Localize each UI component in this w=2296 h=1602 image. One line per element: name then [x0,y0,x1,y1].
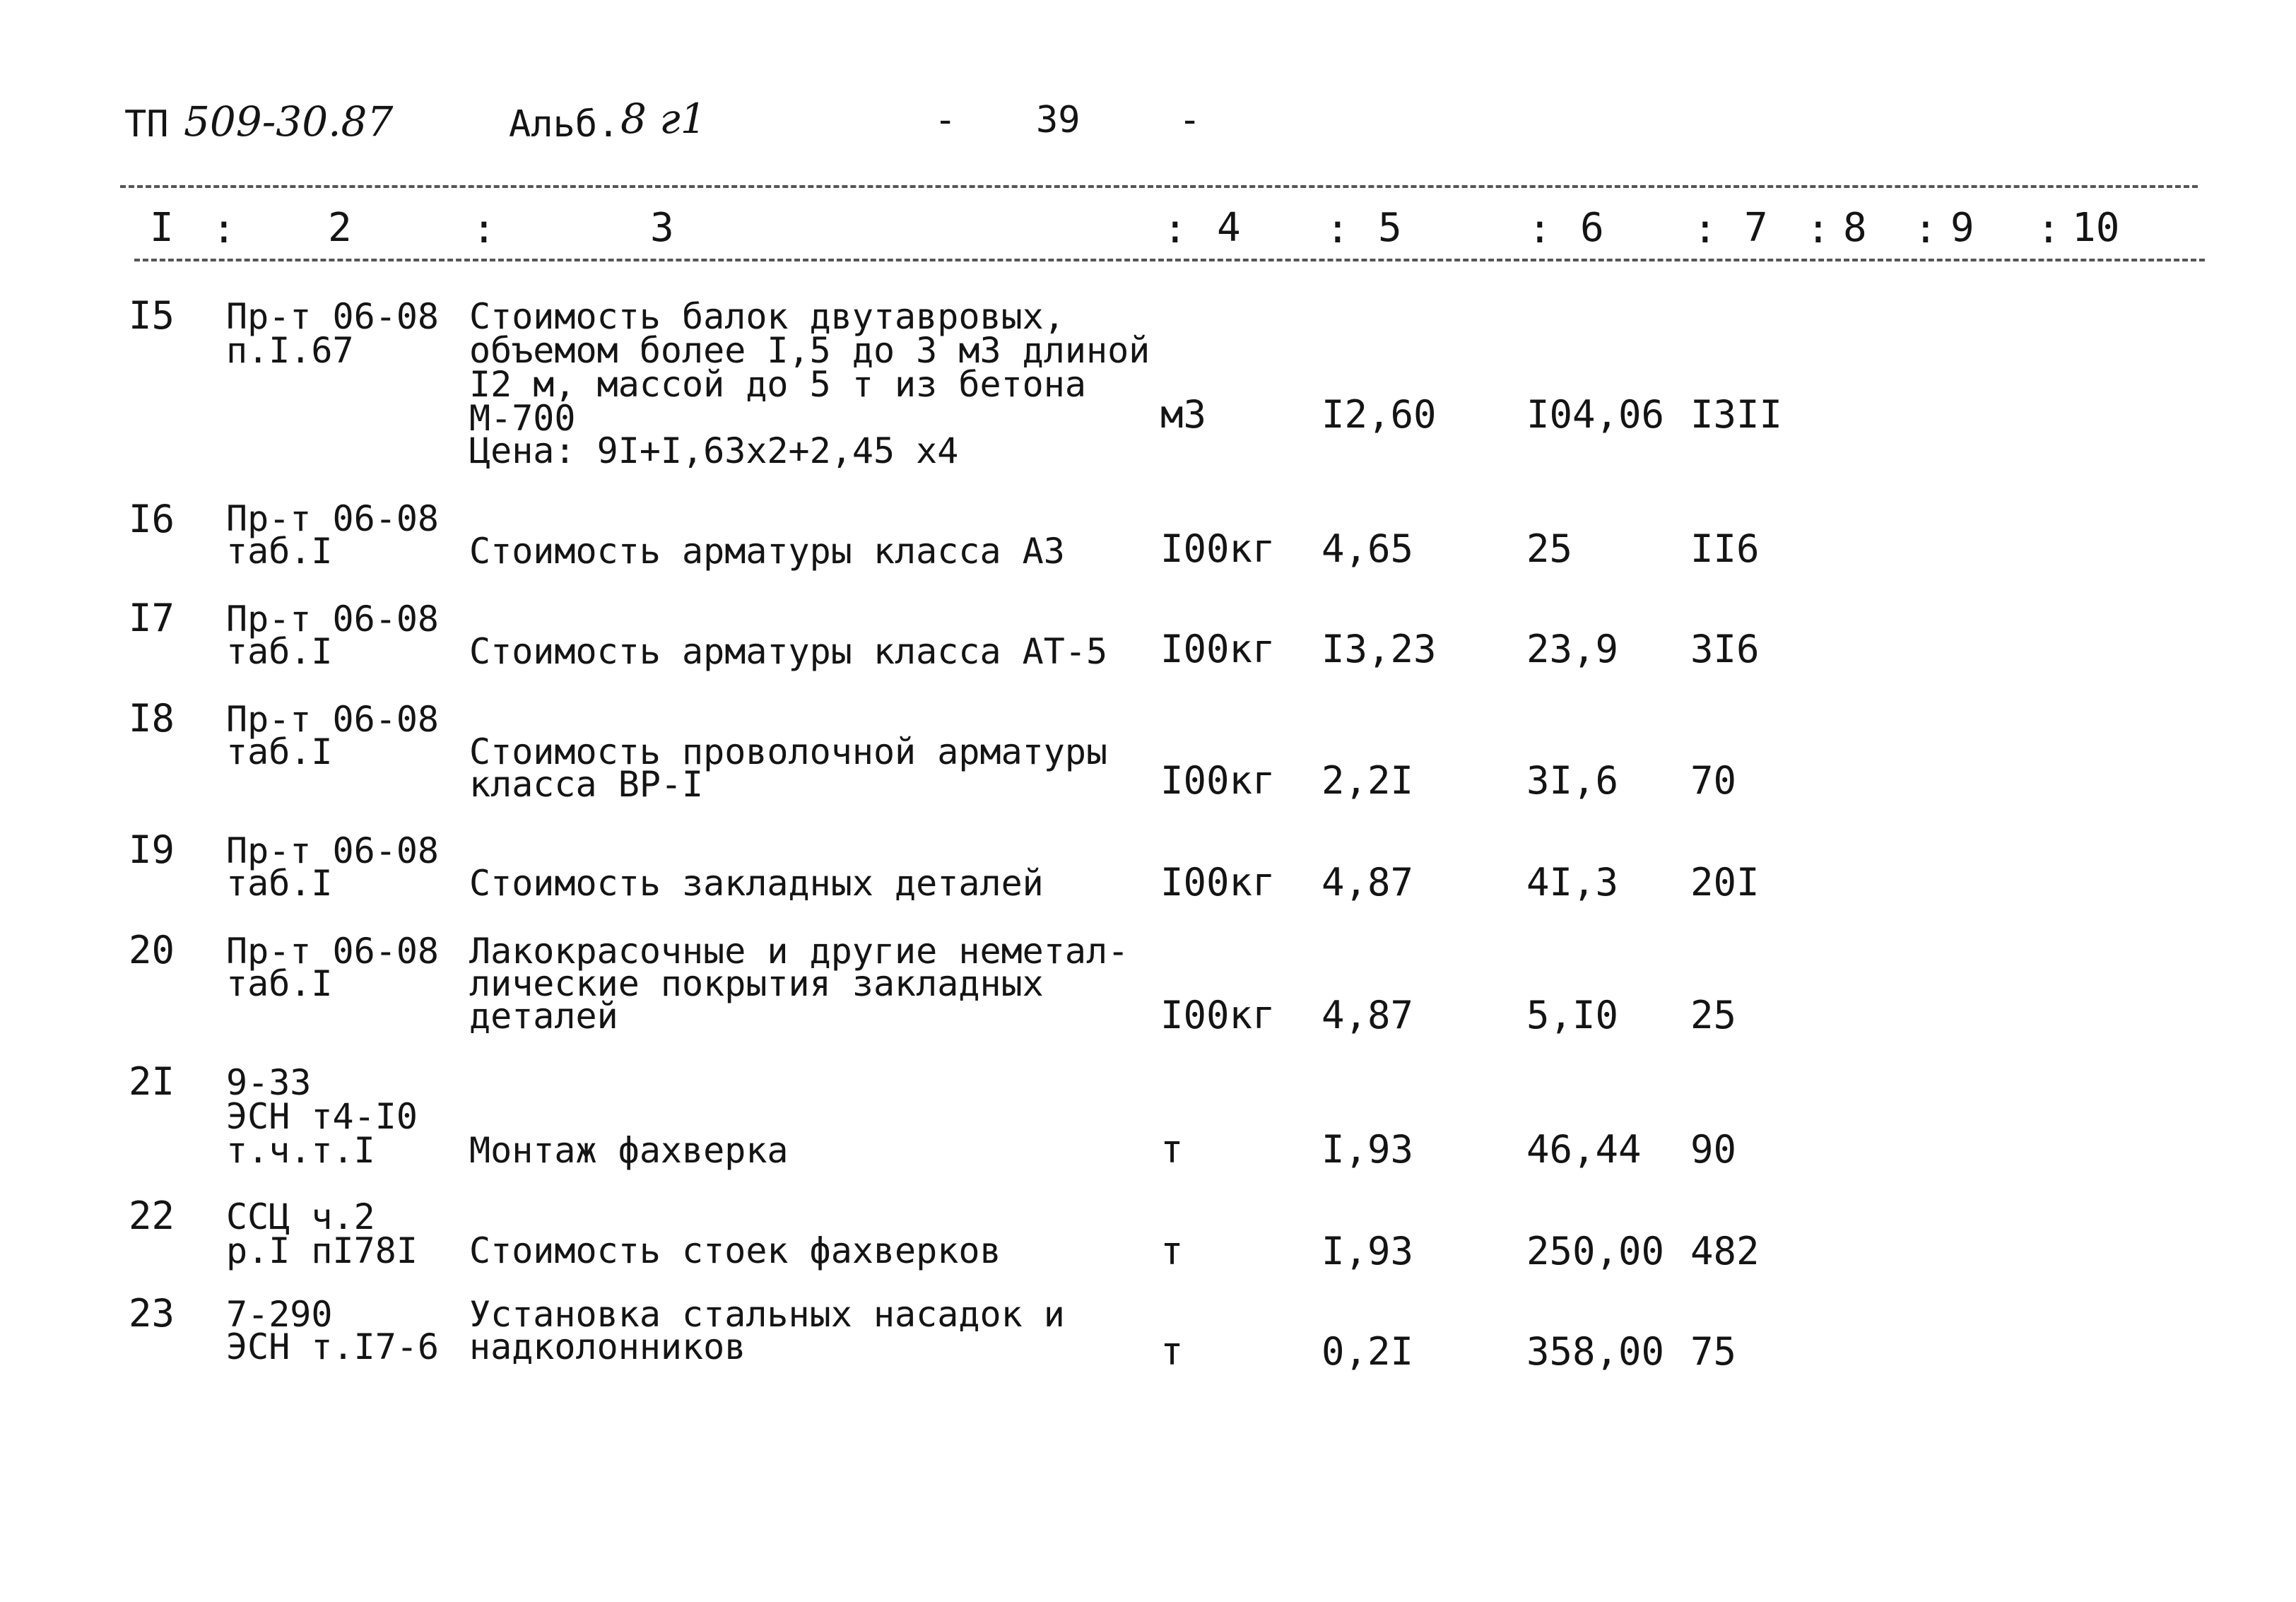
column-separator: : [1163,206,1187,252]
description: Цена: 9I+I,63x2+2,45 x4 [469,430,959,471]
row-number: 23 [129,1291,175,1336]
total-cost: 70 [1690,758,1737,803]
unit: I00кг [1160,993,1276,1037]
column-number: 6 [1580,205,1604,251]
column-number: 7 [1744,205,1768,251]
row-number: I8 [129,696,175,741]
reference-code: таб.I [226,863,333,904]
description: Установка стальных насадок и [469,1294,1065,1335]
description: Стоимость балок двутавровых, [469,296,1065,337]
unit-price: 358,00 [1526,1329,1665,1374]
unit-price: 23,9 [1526,627,1619,671]
table-top-rule [120,185,2198,188]
reference-code: Пр-т 06-08 [226,699,440,740]
album-label: Альб. [509,103,620,146]
reference-code: таб.I [226,963,333,1004]
total-cost: 75 [1690,1329,1737,1374]
reference-code: ЭСН т4-I0 [226,1096,418,1137]
description: деталей [469,996,618,1037]
column-separator: : [2037,206,2061,252]
reference-code: т.ч.т.I [226,1130,375,1171]
quantity: 4,87 [1321,860,1414,905]
total-cost: 482 [1690,1229,1760,1273]
row-number: 22 [129,1194,175,1238]
reference-code: таб.I [226,531,333,572]
description: М-700 [469,398,576,439]
quantity: 4,65 [1321,526,1414,571]
column-separator: : [1693,206,1717,252]
description: I2 м, массой до 5 т из бетона [469,364,1086,405]
description: Стоимость закладных деталей [469,863,1044,904]
reference-code: Пр-т 06-08 [226,296,440,337]
column-number: 3 [650,205,674,251]
description: надколонников [469,1326,746,1367]
description: Стоимость арматуры класса А3 [469,531,1065,572]
description: объемом более I,5 до 3 м3 длиной [469,330,1150,371]
column-separator: : [212,206,236,252]
unit-price: 3I,6 [1526,758,1619,803]
quantity: I2,60 [1321,392,1437,437]
unit: т [1160,1127,1184,1172]
column-number: 10 [2072,205,2120,251]
column-separator: : [472,206,496,252]
quantity: I3,23 [1321,627,1437,671]
column-separator: : [1914,206,1938,252]
description: Монтаж фахверка [469,1130,789,1171]
column-separator: : [1806,206,1830,252]
reference-code: 7-290 [226,1294,333,1335]
unit-price: 4I,3 [1526,860,1619,905]
reference-code: ЭСН т.I7-6 [226,1326,440,1367]
reference-code: Пр-т 06-08 [226,599,440,640]
unit: I00кг [1160,526,1276,571]
description: Стоимость проволочной арматуры [469,731,1108,772]
reference-code: р.I пI78I [226,1230,418,1271]
unit: I00кг [1160,860,1276,905]
quantity: 2,2I [1321,758,1414,803]
column-separator: : [1326,206,1350,252]
unit-price: 250,00 [1526,1229,1665,1273]
reference-code: ССЦ ч.2 [226,1196,375,1237]
doc-number: 509-30.87 [184,98,394,146]
unit-price: 46,44 [1526,1127,1642,1172]
total-cost: I3II [1690,392,1783,437]
row-number: I7 [129,596,175,640]
unit-price: I04,06 [1526,392,1665,437]
page-number: 39 [1036,99,1081,141]
reference-code: 9-33 [226,1062,312,1103]
doc-prefix: ТП [124,103,169,146]
total-cost: 25 [1690,993,1737,1037]
reference-code: п.I.67 [226,330,354,371]
unit-price: 25 [1526,526,1573,571]
column-number: 2 [328,205,352,251]
unit: I00кг [1160,758,1276,803]
row-number: 20 [129,928,175,972]
album-number: 8 г1 [620,95,707,143]
reference-code: Пр-т 06-08 [226,498,440,539]
total-cost: 20I [1690,860,1760,905]
unit: I00кг [1160,627,1276,671]
quantity: 4,87 [1321,993,1414,1037]
quantity: 0,2I [1321,1329,1414,1374]
description: лические покрытия закладных [469,963,1044,1004]
total-cost: 3I6 [1690,627,1760,671]
reference-code: Пр-т 06-08 [226,830,440,871]
quantity: I,93 [1321,1229,1414,1273]
total-cost: II6 [1690,526,1760,571]
column-number: 5 [1378,205,1402,251]
row-number: 2I [129,1059,175,1104]
column-separator: : [1528,206,1552,252]
dash-left: - [934,99,957,141]
column-number: I [150,205,174,251]
description: Лакокрасочные и другие неметал- [469,931,1129,972]
row-number: I5 [129,293,175,338]
reference-code: Пр-т 06-08 [226,931,440,972]
description: класса ВР-I [469,764,704,805]
unit: м3 [1160,392,1207,437]
unit-price: 5,I0 [1526,993,1619,1037]
dash-right: - [1179,99,1201,141]
quantity: I,93 [1321,1127,1414,1172]
description: Стоимость арматуры класса АТ-5 [469,631,1108,672]
total-cost: 90 [1690,1127,1737,1172]
reference-code: таб.I [226,731,333,772]
row-number: I6 [129,497,175,541]
column-number: 8 [1843,205,1867,251]
reference-code: таб.I [226,631,333,672]
description: Стоимость стоек фахверков [469,1230,1001,1271]
unit: т [1160,1229,1184,1273]
column-number: 4 [1217,205,1241,251]
table-header-rule [134,259,2205,261]
unit: т [1160,1329,1184,1374]
row-number: I9 [129,827,175,872]
column-number: 9 [1950,205,1974,251]
